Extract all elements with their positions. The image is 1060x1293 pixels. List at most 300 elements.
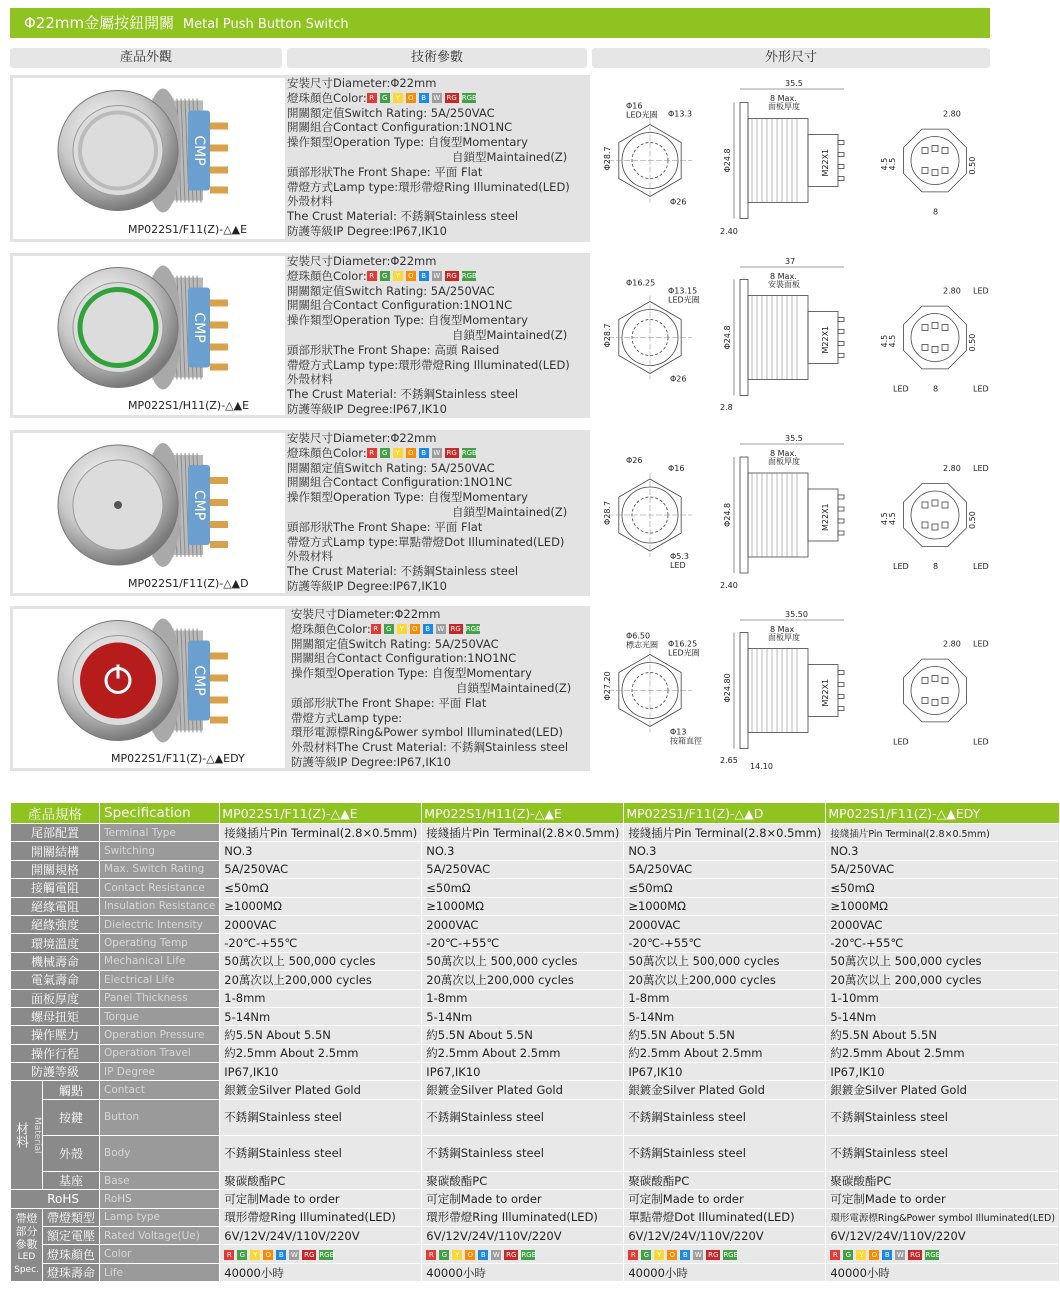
spec-line-degree: 防護等級IP Degree:IP67,IK10 <box>287 401 447 416</box>
col-dims: 外形尺寸 <box>592 48 990 68</box>
spec-line-config: 開關組合Contact Configuration:1NO1NC <box>287 298 513 313</box>
spec-value: IP67,IK10 <box>624 1063 826 1081</box>
dim-label: Φ28.7 <box>603 500 612 525</box>
spec-value: 約2.5mm About 2.5mm <box>422 1044 624 1062</box>
color-label: 燈珠顏色Color: <box>287 90 367 105</box>
spec-header-model: MP022S1/F11(Z)-△▲EDY <box>826 803 1060 824</box>
dim-label: 按箱直徑 <box>670 736 702 746</box>
dim-label: 2.80 <box>943 286 961 296</box>
spec-label-cn: 開關結構 <box>11 842 100 860</box>
dim-label: Φ16.25 <box>626 278 656 288</box>
dim-label: LED光圈 <box>668 295 700 305</box>
spec-value: ≤50mΩ <box>220 879 422 897</box>
model-label: MP022S1/F11(Z)-△▲EDY <box>111 752 245 765</box>
dim-label: 4.5 <box>880 157 889 171</box>
led-color-swatch: B <box>423 624 433 634</box>
spec-value: 聚碳酸酯PC <box>220 1171 422 1189</box>
table-row <box>11 1135 1060 1171</box>
spec-value: 50萬次以上 500,000 cycles <box>422 952 624 970</box>
spec-value: 20萬次以上200,000 cycles <box>220 971 422 989</box>
spec-value: 2000VAC <box>624 915 826 933</box>
spec-value: IP67,IK10 <box>220 1063 422 1081</box>
led-color-swatch: RGB <box>521 1250 537 1259</box>
dim-label: 2.80 <box>943 109 961 119</box>
spec-line-shape: 頭部形狀The Front Shape: 平面 Flat <box>287 164 483 179</box>
spec-line-rating: 開關額定值Switch Rating: 5A/250VAC <box>287 105 495 120</box>
led-color-swatch: R <box>628 1250 638 1260</box>
spec-label-en: Dielectric Intensity <box>100 915 220 933</box>
led-color-swatch: O <box>410 624 420 634</box>
led-color-swatch: W <box>433 94 441 103</box>
dim-label: 4.5 <box>888 334 897 348</box>
spec-value: 5A/250VAC <box>826 860 1060 878</box>
dim-label: Φ28.7 <box>603 146 612 171</box>
dim-label: 8 Max <box>770 625 795 634</box>
spec-label-cn: 電氣壽命 <box>11 971 100 989</box>
table-row <box>11 1026 1060 1044</box>
spec-label-cn: 尾部配置 <box>11 824 100 842</box>
dim-label: M22X1 <box>821 148 830 177</box>
spec-line-operation: 操作類型Operation Type: 自復型Momentary <box>287 313 528 328</box>
spec-label-cn: 機械壽命 <box>11 952 100 970</box>
spec-value-colors <box>422 1245 624 1263</box>
dim-label: 面板厚度 <box>768 102 800 111</box>
spec-value: IP67,IK10 <box>826 1063 1060 1081</box>
spec-text <box>287 76 570 239</box>
spec-line-rating: 開關額定值Switch Rating: 5A/250VAC <box>287 460 495 475</box>
spec-label-en: Panel Thickness <box>100 989 220 1007</box>
spec-line-diameter: 安裝尺寸Diameter:Φ22mm <box>291 607 441 621</box>
spec-value: 5A/250VAC <box>422 860 624 878</box>
product-row <box>10 606 990 771</box>
dim-label: Φ24.80 <box>723 673 732 703</box>
led-group-label <box>11 1208 43 1282</box>
spec-value: -20℃-+55℃ <box>220 934 422 952</box>
spec-value: 2000VAC <box>422 915 624 933</box>
dim-label: 2.65 <box>720 756 738 765</box>
svg-text:CMP: CMP <box>191 489 207 521</box>
page-banner <box>10 8 990 38</box>
dim-label: Φ28.7 <box>603 323 612 348</box>
spec-value-colors <box>624 1245 826 1263</box>
dim-label: 面板厚度 <box>768 457 800 466</box>
col-params: 技術參數 <box>287 48 587 68</box>
spec-value: NO.3 <box>422 842 624 860</box>
spec-value: 銀鍍金Silver Plated Gold <box>220 1081 422 1099</box>
color-label: 燈珠顏色Color: <box>287 268 367 283</box>
led-dot <box>114 501 122 509</box>
table-row <box>11 915 1060 933</box>
dim-label: 4.5 <box>888 512 897 525</box>
led-color-swatch: Y <box>393 93 403 103</box>
spec-label-cn: 螺母扭矩 <box>11 1007 100 1025</box>
spec-value: 不銹鋼Stainless steel <box>826 1099 1060 1135</box>
led-group-word: LED <box>17 1252 36 1263</box>
product-photo <box>13 609 285 768</box>
led-label: LED <box>893 384 909 394</box>
spec-label-en: IP Degree <box>100 1063 220 1081</box>
spec-value: 2000VAC <box>826 915 1060 933</box>
dim-label: 0.50 <box>968 511 977 529</box>
dim-label: M22X1 <box>821 325 830 354</box>
spec-line-degree: 防護等級IP Degree:IP67,IK10 <box>291 754 451 769</box>
dim-label: 面板厚度 <box>768 633 800 642</box>
led-color-swatch: R <box>367 448 377 458</box>
spec-value: 單點帶燈Dot Illuminated(LED) <box>624 1208 826 1226</box>
banner-title-en: Metal Push Button Switch <box>182 17 349 32</box>
product-photo <box>13 78 285 239</box>
dim-label: 安裝面板 <box>768 280 800 289</box>
svg-text:CMP: CMP <box>191 135 207 166</box>
spec-value: 不銹鋼Stainless steel <box>422 1099 624 1135</box>
spec-value: 銀鍍金Silver Plated Gold <box>624 1081 826 1099</box>
spec-label-en: Button <box>100 1099 220 1135</box>
led-color-swatch: Y <box>393 271 403 281</box>
spec-line-config: 開關組合Contact Configuration:1NO1NC <box>287 120 513 135</box>
spec-value: 銀鍍金Silver Plated Gold <box>826 1081 1060 1099</box>
led-color-swatch: Y <box>654 1250 664 1260</box>
dimension-drawing <box>590 253 990 418</box>
table-row <box>11 879 1060 897</box>
led-label: LED <box>973 639 989 649</box>
table-row <box>11 842 1060 860</box>
spec-line-operation2: 自鎖型Maintained(Z) <box>452 149 568 164</box>
table-row <box>11 1044 1060 1062</box>
spec-value: 約2.5mm About 2.5mm <box>624 1044 826 1062</box>
spec-label-cn: 帶燈類型 <box>43 1208 100 1226</box>
drawing-panel <box>590 75 990 242</box>
spec-line-shape: 頭部形狀The Front Shape: 平面 Flat <box>287 519 483 534</box>
spec-line-crust2: The Crust Material: 不銹鋼Stainless steel <box>287 387 519 402</box>
spec-line-rating: 開關額定值Switch Rating: 5A/250VAC <box>287 283 495 298</box>
product-row <box>10 253 990 418</box>
led-group-word: 部分 <box>15 1225 38 1239</box>
drawing-panel <box>590 253 990 418</box>
spec-label-cn: RoHS <box>11 1190 100 1208</box>
led-color-swatch: Y <box>452 1250 462 1260</box>
dim-label: 8 Max. <box>770 449 797 458</box>
dim-label: M22X1 <box>821 503 830 531</box>
dim-label: 2.40 <box>720 227 738 236</box>
led-label: LED <box>893 737 909 747</box>
dim-label: 0.50 <box>968 333 977 352</box>
dim-label: 14.10 <box>750 762 773 771</box>
spec-line-degree: 防護等級IP Degree:IP67,IK10 <box>287 223 447 238</box>
table-row <box>11 1263 1060 1281</box>
spec-value: 5-14Nm <box>220 1007 422 1025</box>
dim-label: 4.5 <box>880 334 889 348</box>
spec-line-lamp2: 環形電源標Ring&Power symbol Illuminated(LED) <box>291 725 564 740</box>
spec-label-en: Max. Switch Rating <box>100 860 220 878</box>
spec-label-cn: 接觸電阻 <box>11 879 100 897</box>
spec-line-shape: 頭部形狀The Front Shape: 高頭 Raised <box>287 342 500 357</box>
spec-label-en: Electrical Life <box>100 971 220 989</box>
led-color-swatch: Y <box>397 624 407 634</box>
spec-line-crust1: 外殼材料 <box>287 372 333 387</box>
spec-label-en: Operation Pressure <box>100 1026 220 1044</box>
led-color-swatch: RG <box>446 272 457 281</box>
spec-value: 5-14Nm <box>624 1007 826 1025</box>
led-color-swatch: RGB <box>461 272 477 281</box>
spec-label-en: Torque <box>100 1007 220 1025</box>
led-color-swatch: G <box>380 271 390 281</box>
led-color-swatch: Y <box>250 1250 260 1260</box>
spec-line-diameter: 安裝尺寸Diameter:Φ22mm <box>287 76 437 90</box>
spec-value: 40000小時 <box>624 1263 826 1281</box>
led-color-swatch: RGB <box>723 1250 739 1259</box>
led-color-swatch: R <box>367 271 377 281</box>
spec-text <box>287 431 567 594</box>
spec-value: 約2.5mm About 2.5mm <box>826 1044 1060 1062</box>
spec-line-color <box>291 622 571 637</box>
led-color-swatch: O <box>406 93 416 103</box>
spec-label-cn: 外殼 <box>43 1135 100 1171</box>
spec-line-operation: 操作類型Operation Type: 自復型Momentary <box>287 135 528 150</box>
spec-line-lamp: 帶燈方式Lamp type:環形帶燈Ring Illuminated(LED) <box>287 179 570 194</box>
spec-header-model: MP022S1/F11(Z)-△▲D <box>624 803 826 824</box>
table-row <box>11 1081 1060 1099</box>
spec-value: 約5.5N About 5.5N <box>220 1026 422 1044</box>
spec-value: 5-14Nm <box>826 1007 1060 1025</box>
led-color-swatch: W <box>433 449 441 458</box>
led-color-swatch: Y <box>856 1250 866 1260</box>
dim-label: Φ13 <box>670 727 687 737</box>
dim-label: 2.80 <box>943 639 961 649</box>
led-color-swatch: W <box>290 1250 298 1259</box>
spec-value: 50萬次以上 500,000 cycles <box>624 952 826 970</box>
dim-label: 2.40 <box>720 581 738 590</box>
spec-value: 銀鍍金Silver Plated Gold <box>422 1081 624 1099</box>
led-color-swatch: RGB <box>461 449 477 458</box>
dim-label: Φ6.50 <box>626 631 651 641</box>
spec-value: 40000小時 <box>220 1263 422 1281</box>
spec-line-operation: 操作類型Operation Type: 自復型Momentary <box>287 490 528 505</box>
led-color-swatch: R <box>426 1250 436 1260</box>
spec-line-operation2: 自鎖型Maintained(Z) <box>452 327 568 342</box>
model-label: MP022S1/H11(Z)-△▲E <box>128 399 250 412</box>
led-color-swatch: B <box>419 448 429 458</box>
led-color-swatch: RGB <box>465 625 481 634</box>
spec-value: 接綫插片Pin Terminal(2.8×0.5mm) <box>624 824 826 842</box>
dimension-drawing <box>590 606 990 771</box>
spec-label-en: Rated Voltage(Ue) <box>100 1227 220 1245</box>
spec-line-config: 開關組合Contact Configuration:1NO1NC <box>291 651 517 666</box>
led-label: LED <box>973 384 989 394</box>
led-color-swatch: R <box>371 624 381 634</box>
spec-value: 20萬次以上200,000 cycles <box>624 971 826 989</box>
material-group-en: Material <box>32 1117 42 1154</box>
spec-value: ≥1000MΩ <box>624 897 826 915</box>
table-row <box>11 897 1060 915</box>
dim-label: 37 <box>785 257 796 266</box>
spec-value: 1-8mm <box>220 989 422 1007</box>
spec-value: 約2.5mm About 2.5mm <box>220 1044 422 1062</box>
led-label: LED <box>973 562 989 571</box>
dim-label: 2.8 <box>720 403 733 412</box>
led-color-swatch: O <box>465 1250 475 1260</box>
spec-label-en: Switching <box>100 842 220 860</box>
led-color-swatch: W <box>896 1250 904 1259</box>
spec-label-en: RoHS <box>100 1190 220 1208</box>
led-color-swatch: RGB <box>925 1250 941 1259</box>
dim-label: 8 <box>933 384 939 394</box>
led-color-swatch: O <box>263 1250 273 1260</box>
led-color-swatch: RG <box>304 1250 315 1259</box>
spec-value: 6V/12V/24V/110V/220V <box>220 1227 422 1245</box>
led-label: LED <box>893 562 909 571</box>
table-row <box>11 1190 1060 1208</box>
spec-value: 6V/12V/24V/110V/220V <box>422 1227 624 1245</box>
spec-value: 5-14Nm <box>422 1007 624 1025</box>
button-photo <box>13 256 285 415</box>
dim-label: 8 <box>933 562 939 571</box>
led-color-swatch: R <box>224 1250 234 1260</box>
button-photo <box>13 78 285 239</box>
spec-value: 40000小時 <box>826 1263 1060 1281</box>
dim-label: Φ26 <box>670 197 687 207</box>
spec-value: 聚碳酸酯PC <box>422 1171 624 1189</box>
spec-label-en: Contact Resistance <box>100 879 220 897</box>
led-color-swatch: O <box>406 271 416 281</box>
table-row <box>11 934 1060 952</box>
spec-value: 6V/12V/24V/110V/220V <box>624 1227 826 1245</box>
spec-line-diameter: 安裝尺寸Diameter:Φ22mm <box>287 254 437 268</box>
spec-label-cn: 觸點 <box>43 1081 100 1099</box>
led-color-swatch: RG <box>446 449 457 458</box>
spec-value: 不銹鋼Stainless steel <box>624 1135 826 1171</box>
svg-text:CMP: CMP <box>191 665 207 696</box>
button-photo <box>13 609 285 768</box>
dim-label: 35.5 <box>785 434 803 443</box>
spec-value: 約5.5N About 5.5N <box>624 1026 826 1044</box>
spec-value: 20萬次以上 200,000 cycles <box>826 971 1060 989</box>
table-row <box>11 1171 1060 1189</box>
spec-value: IP67,IK10 <box>422 1063 624 1081</box>
led-color-swatch: G <box>237 1250 247 1260</box>
spec-label-cn: 操作行程 <box>11 1044 100 1062</box>
dim-label: 0.50 <box>968 156 977 175</box>
spec-text <box>287 254 570 417</box>
spec-header-model: MP022S1/F11(Z)-△▲E <box>220 803 422 824</box>
led-group-word: 參數 <box>15 1238 38 1252</box>
spec-value: 5A/250VAC <box>624 860 826 878</box>
spec-line-color <box>287 446 567 461</box>
dimension-drawing <box>590 75 990 242</box>
dim-label: 8 <box>933 207 939 217</box>
col-appearance: 產品外觀 <box>10 48 282 68</box>
material-group-label <box>11 1081 43 1190</box>
spec-value: ≤50mΩ <box>624 879 826 897</box>
spec-value: 20萬次以上200,000 cycles <box>422 971 624 989</box>
table-row <box>11 1099 1060 1135</box>
spec-value: 接綫插片Pin Terminal(2.8×0.5mm) <box>826 824 1060 842</box>
spec-value-colors <box>826 1245 1060 1263</box>
spec-table <box>10 802 1060 1282</box>
spec-value: ≤50mΩ <box>826 879 1060 897</box>
button-photo <box>13 433 285 593</box>
spec-line-rating: 開關額定值Switch Rating: 5A/250VAC <box>291 636 499 651</box>
table-row <box>11 860 1060 878</box>
spec-line-shape: 頭部形狀The Front Shape: 平面 Flat <box>291 695 487 710</box>
spec-label-en: Operating Temp <box>100 934 220 952</box>
spec-text <box>291 607 571 770</box>
spec-label-cn: 環境溫度 <box>11 934 100 952</box>
svg-text:CMP: CMP <box>191 312 207 343</box>
dim-label: 35.5 <box>785 79 803 88</box>
spec-label-en: Body <box>100 1135 220 1171</box>
led-color-swatch: O <box>667 1250 677 1260</box>
spec-value: 40000小時 <box>422 1263 624 1281</box>
led-label: LED <box>973 464 989 473</box>
table-row <box>11 989 1060 1007</box>
led-color-swatch: B <box>276 1250 286 1260</box>
product-row <box>10 430 990 596</box>
spec-line-diameter: 安裝尺寸Diameter:Φ22mm <box>287 431 437 445</box>
spec-line-lamp: 帶燈方式Lamp type:單點帶燈Dot Illuminated(LED) <box>287 534 565 549</box>
dim-label: 4.5 <box>880 512 889 525</box>
spec-label-cn: 燈珠壽命 <box>43 1263 100 1281</box>
led-color-swatch: W <box>694 1250 702 1259</box>
spec-label-cn: 面板厚度 <box>11 989 100 1007</box>
led-color-swatch: G <box>641 1250 651 1260</box>
spec-value: ≥1000MΩ <box>422 897 624 915</box>
led-color-swatch: R <box>367 93 377 103</box>
spec-line-lamp: 帶燈方式Lamp type:環形帶燈Ring Illuminated(LED) <box>287 357 570 372</box>
spec-value: 約5.5N About 5.5N <box>422 1026 624 1044</box>
color-label: 燈珠顏色Color: <box>287 445 367 460</box>
dim-label: Φ13.15 <box>668 286 698 296</box>
spec-line-degree: 防護等級IP Degree:IP67,IK10 <box>287 578 447 593</box>
table-row <box>11 1007 1060 1025</box>
spec-line-crust1: 外殼材料 <box>287 549 333 564</box>
led-color-swatch: G <box>439 1250 449 1260</box>
spec-line-color <box>287 91 570 106</box>
spec-line-config: 開關組合Contact Configuration:1NO1NC <box>287 475 513 490</box>
product-photo <box>13 433 285 593</box>
spec-label-en: Lamp type <box>100 1208 220 1226</box>
spec-label-en: Insulation Resistance <box>100 897 220 915</box>
spec-label-en: Mechanical Life <box>100 952 220 970</box>
product-photo <box>13 256 285 415</box>
led-color-swatch: R <box>830 1250 840 1260</box>
dim-label: Φ27.20 <box>603 671 612 701</box>
spec-value: NO.3 <box>624 842 826 860</box>
spec-line-crust2: The Crust Material: 不銹鋼Stainless steel <box>287 564 519 579</box>
led-color-swatch: G <box>380 448 390 458</box>
spec-value: 可定制Made to order <box>826 1190 1060 1208</box>
dim-label: 4.5 <box>888 157 897 171</box>
led-label: LED <box>973 286 989 296</box>
dim-label: Φ24.8 <box>723 148 732 173</box>
spec-value: -20℃-+55℃ <box>624 934 826 952</box>
spec-line-lamp: 帶燈方式Lamp type: <box>291 710 403 725</box>
spec-value: 接綫插片Pin Terminal(2.8×0.5mm) <box>220 824 422 842</box>
spec-value: 50萬次以上 500,000 cycles <box>220 952 422 970</box>
dim-label: 8 Max. <box>770 272 797 281</box>
led-color-swatch: B <box>882 1250 892 1260</box>
material-group-cn: 材料 <box>13 1122 28 1149</box>
dim-label: 2.80 <box>943 464 961 473</box>
led-color-swatch: B <box>419 271 429 281</box>
dimension-drawing <box>590 430 990 596</box>
spec-label-en: Color <box>100 1245 220 1263</box>
spec-label-cn: 額定電壓 <box>43 1227 100 1245</box>
led-color-swatch: RG <box>708 1250 719 1259</box>
led-group-word: 帶燈 <box>15 1212 38 1226</box>
spec-value: 不銹鋼Stainless steel <box>220 1099 422 1135</box>
dim-label: LED <box>670 561 686 570</box>
led-color-swatch: RG <box>446 94 457 103</box>
